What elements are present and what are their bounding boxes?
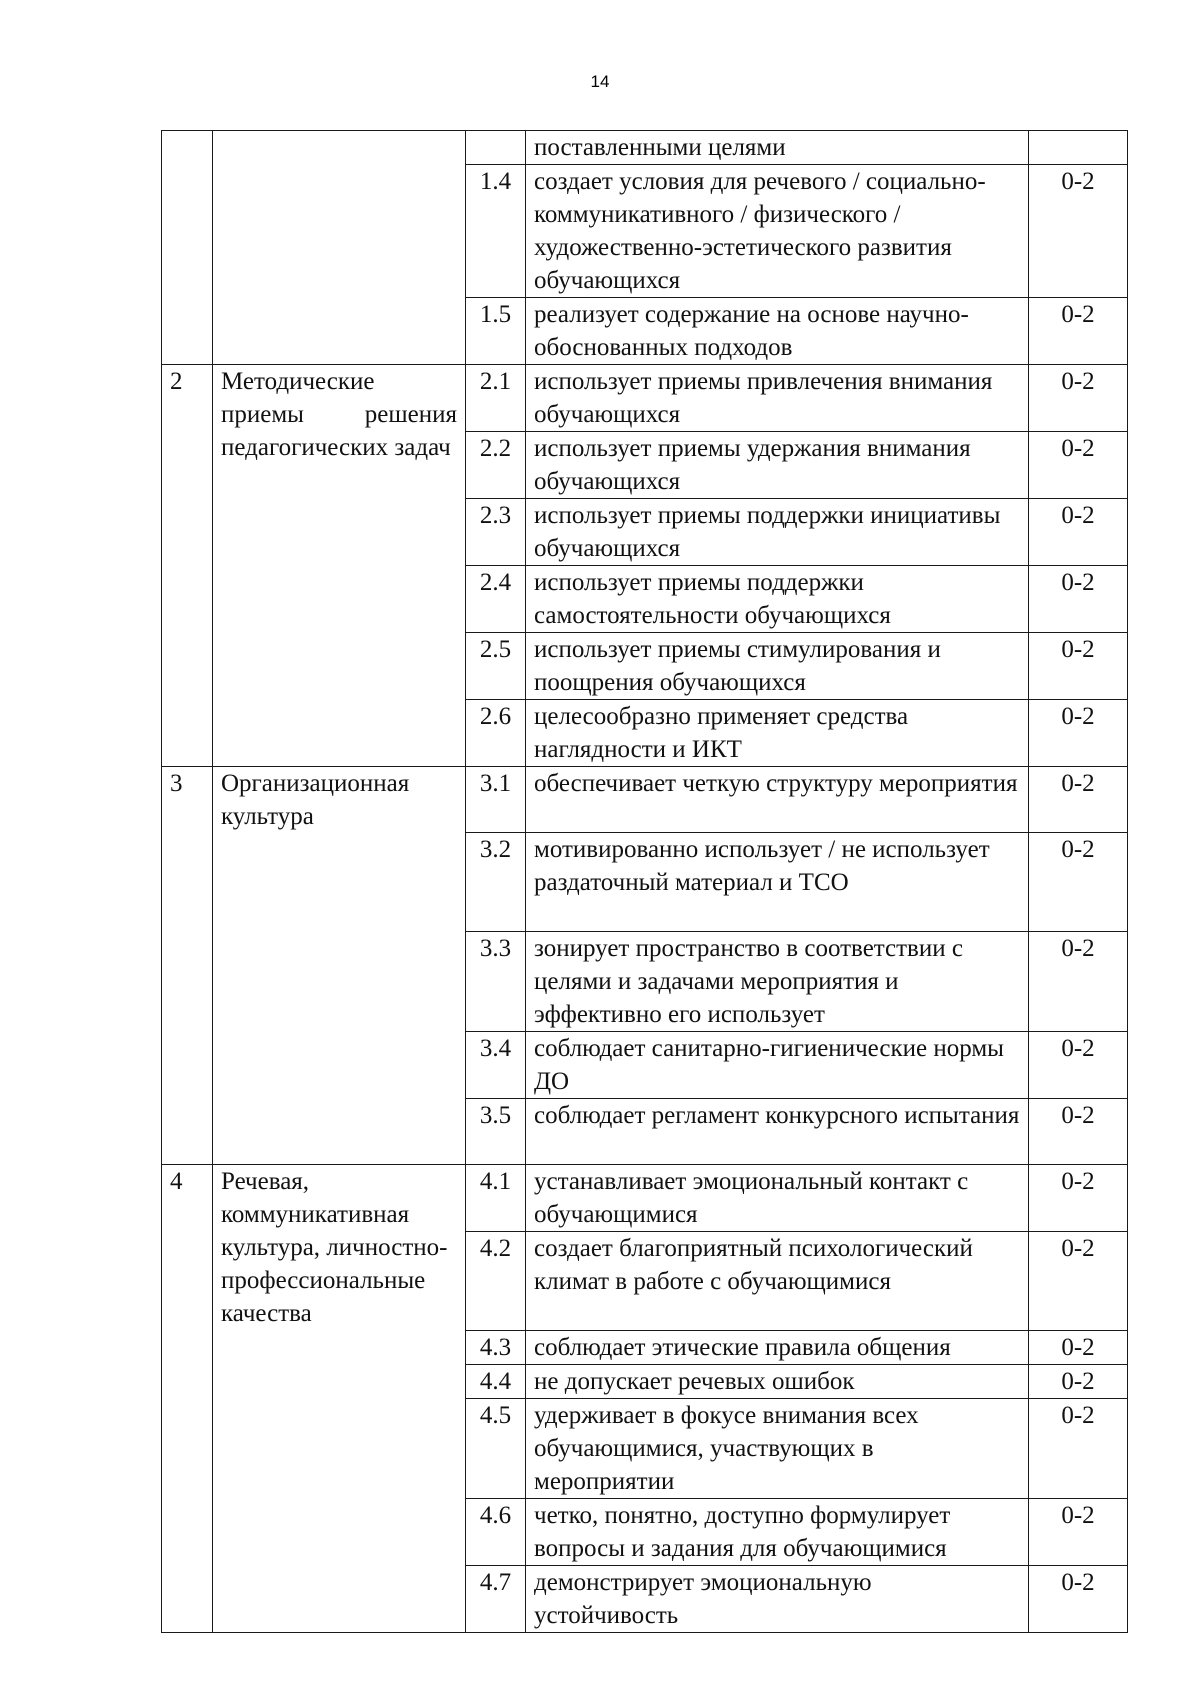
indicator-text: демонстрирует эмоциональную устойчивость <box>526 1566 1029 1633</box>
indicator-score: 0-2 <box>1029 499 1128 566</box>
indicator-score: 0-2 <box>1029 1399 1128 1499</box>
indicator-score: 0-2 <box>1029 1566 1128 1633</box>
indicator-text: целесообразно применяет средства наглядности и ИКТ <box>526 700 1029 767</box>
indicator-code: 2.3 <box>466 499 526 566</box>
indicator-code: 4.7 <box>466 1566 526 1633</box>
indicator-text: использует приемы привлечения внимания обучающихся <box>526 365 1029 432</box>
indicator-text: удерживает в фокусе внимания всех обучающимися, участвующих в мероприятии <box>526 1399 1029 1499</box>
criterion-name: Речевая, коммуникативная культура, личностно-профессиональные качества <box>213 1165 466 1633</box>
indicator-code: 4.1 <box>466 1165 526 1232</box>
criterion-name: Методические приемы решения педагогических задач <box>213 365 466 767</box>
indicator-code: 4.3 <box>466 1331 526 1365</box>
indicator-score: 0-2 <box>1029 566 1128 633</box>
indicator-score: 0-2 <box>1029 1331 1128 1365</box>
page-number: 14 <box>590 72 610 91</box>
indicator-score: 0-2 <box>1029 1232 1128 1331</box>
indicator-code: 2.2 <box>466 432 526 499</box>
indicator-score: 0-2 <box>1029 633 1128 700</box>
indicator-text: зонирует пространство в соответствии с целями и задачами мероприятия и эффективно его использует <box>526 932 1029 1032</box>
table-row <box>162 1165 1128 1232</box>
indicator-code: 1.5 <box>466 298 526 365</box>
indicator-text: соблюдает регламент конкурсного испытания <box>526 1099 1029 1165</box>
indicator-score: 0-2 <box>1029 298 1128 365</box>
indicator-score: 0-2 <box>1029 932 1128 1032</box>
indicator-score: 0-2 <box>1029 432 1128 499</box>
indicator-code: 4.2 <box>466 1232 526 1331</box>
indicator-score: 0-2 <box>1029 767 1128 833</box>
indicator-text: использует приемы поддержки самостоятельности обучающихся <box>526 566 1029 633</box>
indicator-text: создает благоприятный психологический климат в работе с обучающимися <box>526 1232 1029 1331</box>
table-row <box>162 131 1128 165</box>
indicator-score: 0-2 <box>1029 1032 1128 1099</box>
indicator-score: 0-2 <box>1029 833 1128 932</box>
indicator-score: 0-2 <box>1029 700 1128 767</box>
criterion-number: 3 <box>162 767 213 1165</box>
indicator-score: 0-2 <box>1029 1099 1128 1165</box>
indicator-score: 0-2 <box>1029 1499 1128 1566</box>
indicator-code: 4.6 <box>466 1499 526 1566</box>
indicator-code: 2.6 <box>466 700 526 767</box>
indicator-text: четко, понятно, доступно формулирует вопросы и задания для обучающимися <box>526 1499 1029 1566</box>
criterion-name <box>213 131 466 365</box>
table-row <box>162 365 1128 432</box>
indicator-text: мотивированно использует / не использует раздаточный материал и ТСО <box>526 833 1029 932</box>
indicator-score: 0-2 <box>1029 365 1128 432</box>
indicator-text: использует приемы стимулирования и поощрения обучающихся <box>526 633 1029 700</box>
indicator-code: 3.5 <box>466 1099 526 1165</box>
criterion-number: 2 <box>162 365 213 767</box>
indicator-score: 0-2 <box>1029 1365 1128 1399</box>
criterion-name: Организационная культура <box>213 767 466 1165</box>
indicator-code: 2.5 <box>466 633 526 700</box>
indicator-text: реализует содержание на основе научно-обоснованных подходов <box>526 298 1029 365</box>
indicator-score: 0-2 <box>1029 165 1128 298</box>
indicator-code: 3.4 <box>466 1032 526 1099</box>
indicator-code: 2.1 <box>466 365 526 432</box>
indicator-text: не допускает речевых ошибок <box>526 1365 1029 1399</box>
indicator-score: 0-2 <box>1029 1165 1128 1232</box>
indicator-text: устанавливает эмоциональный контакт с обучающимися <box>526 1165 1029 1232</box>
indicator-score <box>1029 131 1128 165</box>
indicator-code: 2.4 <box>466 566 526 633</box>
indicator-code: 3.1 <box>466 767 526 833</box>
indicator-code: 1.4 <box>466 165 526 298</box>
indicator-text: поставленными целями <box>526 131 1029 165</box>
indicator-code <box>466 131 526 165</box>
criterion-number: 4 <box>162 1165 213 1633</box>
indicator-text: использует приемы удержания внимания обучающихся <box>526 432 1029 499</box>
indicator-code: 3.3 <box>466 932 526 1032</box>
indicator-code: 4.4 <box>466 1365 526 1399</box>
indicator-code: 4.5 <box>466 1399 526 1499</box>
indicator-text: соблюдает санитарно-гигиенические нормы ДО <box>526 1032 1029 1099</box>
criterion-number <box>162 131 213 365</box>
indicator-text: создает условия для речевого / социально-коммуникативного / физического / художественно-эстетического развития обучающихся <box>526 165 1029 298</box>
indicator-text: использует приемы поддержки инициативы обучающихся <box>526 499 1029 566</box>
indicator-code: 3.2 <box>466 833 526 932</box>
indicator-text: соблюдает этические правила общения <box>526 1331 1029 1365</box>
table-row <box>162 767 1128 833</box>
criteria-table <box>161 130 1128 1633</box>
indicator-text: обеспечивает четкую структуру мероприятия <box>526 767 1029 833</box>
